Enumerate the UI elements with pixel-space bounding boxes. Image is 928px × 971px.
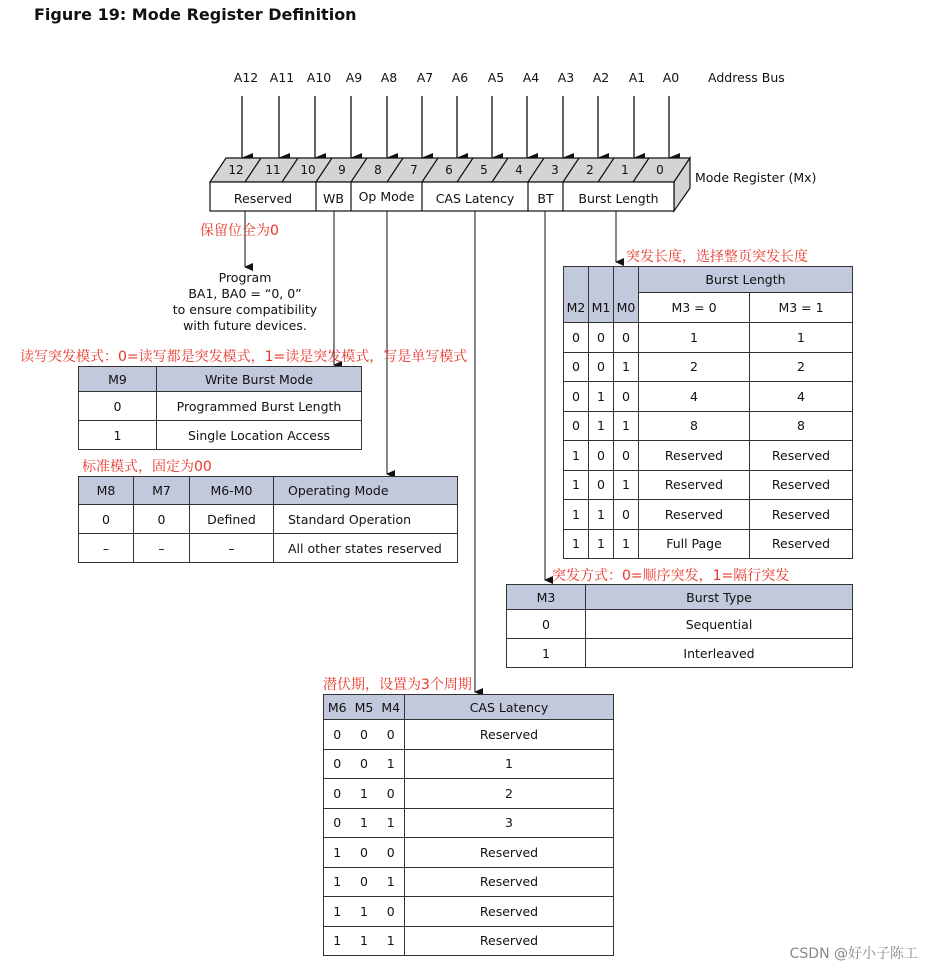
table-cell: 0: [614, 382, 639, 412]
table-cell: Reserved: [750, 441, 853, 471]
table-cell: Reserved: [405, 867, 614, 897]
figure-title: Figure 19: Mode Register Definition: [34, 5, 357, 24]
bit-4: 4: [515, 163, 523, 177]
table-cell: –: [79, 534, 134, 563]
op-mode-table: [78, 476, 458, 563]
table-cell: Reserved: [405, 926, 614, 956]
table-cell: 0: [324, 749, 351, 779]
table-cell: 1: [351, 808, 378, 838]
table-cell: 1: [324, 926, 351, 956]
table-cell: 0: [351, 867, 378, 897]
table-header: M7: [134, 477, 190, 505]
pin-a11: A11: [269, 70, 295, 85]
table-cell: 1: [614, 352, 639, 382]
bit-3: 3: [551, 163, 559, 177]
table-header: M2: [564, 293, 589, 323]
table-cell: 0: [351, 838, 378, 868]
pin-a9: A9: [345, 70, 363, 85]
pin-a3: A3: [557, 70, 575, 85]
table-header: M1: [589, 293, 614, 323]
table-cell: 1: [324, 867, 351, 897]
cas-latency-table: [323, 694, 614, 956]
table-cell: 1: [614, 529, 639, 559]
pin-a12: A12: [233, 70, 259, 85]
table-cell: 1: [589, 500, 614, 530]
table-header: M0: [614, 293, 639, 323]
table-cell: Reserved: [639, 500, 750, 530]
table-cell: 1: [614, 411, 639, 441]
table-cell: 0: [564, 323, 589, 353]
table-cell: 0: [589, 441, 614, 471]
table-cell: 0: [564, 411, 589, 441]
pin-a6: A6: [451, 70, 469, 85]
field-cas-latency: CAS Latency: [435, 191, 515, 206]
bit-9: 9: [338, 163, 346, 177]
table-cell: 1: [639, 323, 750, 353]
table-header: M8: [79, 477, 134, 505]
table-cell: 0: [378, 838, 405, 868]
table-cell: 0: [378, 779, 405, 809]
table-cell: 1: [750, 323, 853, 353]
pin-a5: A5: [487, 70, 505, 85]
table-cell: 1: [79, 421, 157, 450]
table-cell: Reserved: [750, 529, 853, 559]
table-header: M9: [79, 367, 157, 392]
table-cell: 1: [324, 838, 351, 868]
table-cell: 1: [564, 529, 589, 559]
table-cell: 1: [589, 529, 614, 559]
table-header: Operating Mode: [274, 477, 458, 505]
burst-type-table: [506, 584, 853, 668]
table-header-group: Burst Length: [639, 267, 853, 293]
table-cell: 0: [614, 500, 639, 530]
table-cell: 2: [405, 779, 614, 809]
burst-length-table: [563, 266, 853, 559]
field-bt: BT: [537, 191, 554, 206]
table-header: M3 = 1: [750, 293, 853, 323]
table-cell: 0: [324, 720, 351, 750]
bit-2: 2: [586, 163, 594, 177]
table-cell: –: [190, 534, 274, 563]
field-wb: WB: [323, 191, 344, 206]
program-note-line: Program: [218, 270, 272, 285]
address-arrows: [242, 96, 669, 158]
table-cell: 1: [351, 926, 378, 956]
table-header: M5: [351, 695, 378, 720]
table-header: M6: [324, 695, 351, 720]
write-burst-table: [78, 366, 362, 450]
table-cell: 0: [614, 441, 639, 471]
table-header: CAS Latency: [405, 695, 614, 720]
table-cell: Reserved: [405, 838, 614, 868]
program-note-line: to ensure compatibility: [172, 302, 318, 317]
table-cell: 1: [351, 779, 378, 809]
table-cell: –: [134, 534, 190, 563]
bit-1: 1: [621, 163, 629, 177]
pin-a0: A0: [662, 70, 680, 85]
table-cell: 1: [564, 500, 589, 530]
bit-11: 11: [265, 163, 281, 177]
table-header: Write Burst Mode: [157, 367, 362, 392]
table-cell: 1: [324, 897, 351, 927]
cas-note: 潜伏期，设置为3个周期: [323, 677, 472, 693]
table-cell: 0: [351, 720, 378, 750]
table-cell: Defined: [190, 505, 274, 534]
table-cell: 0: [614, 323, 639, 353]
table-cell: 1: [378, 749, 405, 779]
table-cell: All other states reserved: [274, 534, 458, 563]
field-burst-length: Burst Length: [578, 191, 659, 206]
pin-a7: A7: [416, 70, 434, 85]
table-cell: 0: [507, 610, 586, 639]
table-cell: 1: [589, 382, 614, 412]
table-cell: Full Page: [639, 529, 750, 559]
table-cell: 0: [564, 352, 589, 382]
table-cell: Sequential: [586, 610, 853, 639]
table-cell: 0: [378, 720, 405, 750]
table-cell: 2: [750, 352, 853, 382]
bit-0: 0: [656, 163, 664, 177]
table-cell: 1: [507, 639, 586, 668]
table-cell: Single Location Access: [157, 421, 362, 450]
table-cell: 0: [589, 470, 614, 500]
table-cell: 2: [639, 352, 750, 382]
table-cell: Reserved: [750, 500, 853, 530]
watermark: CSDN @好小子陈工: [789, 946, 918, 962]
program-note: [170, 270, 320, 334]
burst-type-note: 突发方式：0=顺序突发，1=隔行突发: [552, 568, 790, 584]
field-reserved: Reserved: [233, 191, 293, 206]
program-note-line: with future devices.: [183, 318, 307, 333]
table-cell: 0: [564, 382, 589, 412]
pin-a8: A8: [380, 70, 398, 85]
table-cell: Reserved: [750, 470, 853, 500]
table-header: M6-M0: [190, 477, 274, 505]
table-cell: 1: [378, 867, 405, 897]
table-cell: Reserved: [639, 470, 750, 500]
table-cell: 1: [564, 470, 589, 500]
table-cell: 0: [351, 749, 378, 779]
table-cell: 1: [564, 441, 589, 471]
address-bus-label: Address Bus: [708, 70, 785, 85]
reserved-note: 保留位全为0: [200, 223, 279, 239]
table-cell: Reserved: [405, 897, 614, 927]
table-header: M4: [378, 695, 405, 720]
table-cell: 1: [351, 897, 378, 927]
table-cell: Reserved: [639, 441, 750, 471]
table-cell: 4: [750, 382, 853, 412]
table-cell: 0: [324, 808, 351, 838]
table-header: M3: [507, 585, 586, 610]
write-burst-note: 读写突发模式：0=读写都是突发模式，1=读是突发模式，写是单写模式: [20, 349, 468, 365]
table-cell: 0: [79, 505, 134, 534]
table-cell: 0: [378, 897, 405, 927]
pin-a10: A10: [306, 70, 332, 85]
field-op-mode: Op Mode: [358, 189, 415, 204]
table-cell: 1: [614, 470, 639, 500]
pin-a1: A1: [628, 70, 646, 85]
table-cell: Reserved: [405, 720, 614, 750]
pin-a2: A2: [592, 70, 610, 85]
bit-12: 12: [228, 163, 244, 177]
program-note-line: BA1, BA0 = “0, 0”: [188, 286, 302, 301]
table-cell: 0: [589, 352, 614, 382]
pin-a4: A4: [522, 70, 540, 85]
table-cell: 0: [324, 779, 351, 809]
mode-register-label: Mode Register (Mx): [695, 170, 817, 185]
table-cell: 1: [378, 808, 405, 838]
table-cell: Programmed Burst Length: [157, 392, 362, 421]
burst-length-note: 突发长度，选择整页突发长度: [626, 249, 808, 265]
table-cell: 8: [750, 411, 853, 441]
table-cell: 4: [639, 382, 750, 412]
table-cell: 1: [589, 411, 614, 441]
table-cell: Interleaved: [586, 639, 853, 668]
bit-6: 6: [445, 163, 453, 177]
table-cell: 8: [639, 411, 750, 441]
table-cell: 0: [79, 392, 157, 421]
table-cell: 3: [405, 808, 614, 838]
table-cell: 0: [134, 505, 190, 534]
table-cell: Standard Operation: [274, 505, 458, 534]
bit-10: 10: [300, 163, 316, 177]
table-cell: 0: [589, 323, 614, 353]
table-header: M3 = 0: [639, 293, 750, 323]
bit-5: 5: [480, 163, 488, 177]
table-cell: 1: [378, 926, 405, 956]
op-mode-note: 标准模式，固定为00: [82, 459, 212, 475]
table-header: Burst Type: [586, 585, 853, 610]
bit-8: 8: [374, 163, 382, 177]
table-cell: 1: [405, 749, 614, 779]
bit-7: 7: [410, 163, 418, 177]
